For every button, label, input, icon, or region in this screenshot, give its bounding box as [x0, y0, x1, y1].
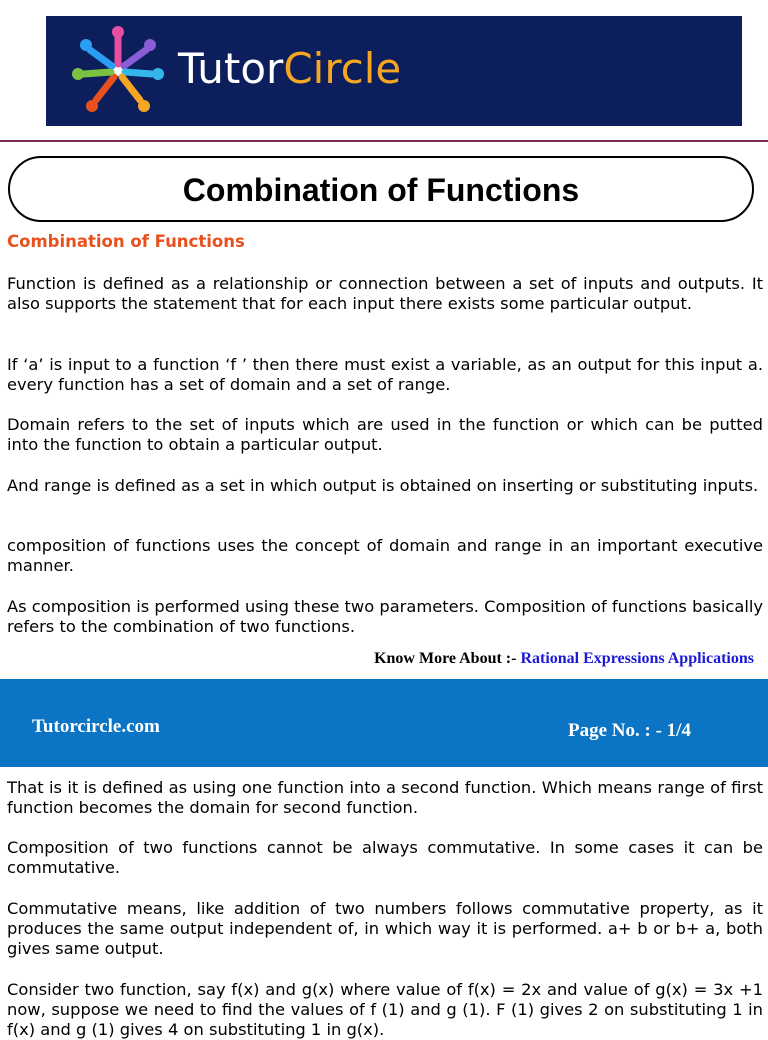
footer-page-number: Page No. : - 1/4: [568, 720, 691, 741]
logo-word-tutor: Tutor: [178, 44, 284, 93]
page-title: Combination of Functions: [182, 172, 580, 208]
know-more-link[interactable]: Rational Expressions Applications: [520, 650, 754, 667]
tutorcircle-logo-icon: [68, 24, 168, 116]
title-box: [8, 156, 754, 222]
logo-word-circle: Circle: [283, 44, 402, 93]
paragraph: Domain refers to the set of inputs which are used in the function or which can be putted into the function to obtain a particular output.: [7, 415, 763, 454]
section-heading: Combination of Functions: [7, 232, 245, 251]
paragraph: Composition of two functions cannot be always commutative. In some cases it can be commutative.: [7, 838, 763, 877]
paragraph: That is it is defined as using one function into a second function. Which means range of first function becomes the domain for second function.: [7, 778, 763, 817]
header-divider: [0, 140, 768, 142]
know-more-line: [374, 650, 754, 668]
paragraph: As composition is performed using these two parameters. Composition of functions basically refers to the combination of two functions.: [7, 597, 763, 636]
know-more-label: Know More About :-: [374, 650, 521, 667]
paragraph: Commutative means, like addition of two numbers follows commutative property, as it produces the same output independent of, in which way it is performed. a+ b or b+ a, both gives same output.: [7, 899, 763, 958]
footer-site-name: Tutorcircle.com: [32, 716, 160, 737]
logo-wordmark: [178, 44, 401, 94]
paragraph: And range is defined as a set in which output is obtained on inserting or substituting inputs.: [7, 476, 759, 495]
header-banner: [46, 16, 742, 126]
paragraph: If ‘a’ is input to a function ‘f ’ then there must exist a variable, as an output for this input a. every function has a set of domain and a set of range.: [7, 355, 763, 394]
paragraph: Function is defined as a relationship or connection between a set of inputs and outputs. It also supports the statement that for each input there exists some particular output.: [7, 274, 763, 313]
paragraph: composition of functions uses the concept of domain and range in an important executive manner.: [7, 536, 763, 575]
paragraph: Consider two function, say f(x) and g(x) where value of f(x) = 2x and value of g(x) = 3x +1 now, suppose we need to find the values of f (1) and g (1). F (1) gives 2 on substituting 1 in f(x) and g (1) gives 4 on substituting 1 in g(x).: [7, 980, 763, 1039]
